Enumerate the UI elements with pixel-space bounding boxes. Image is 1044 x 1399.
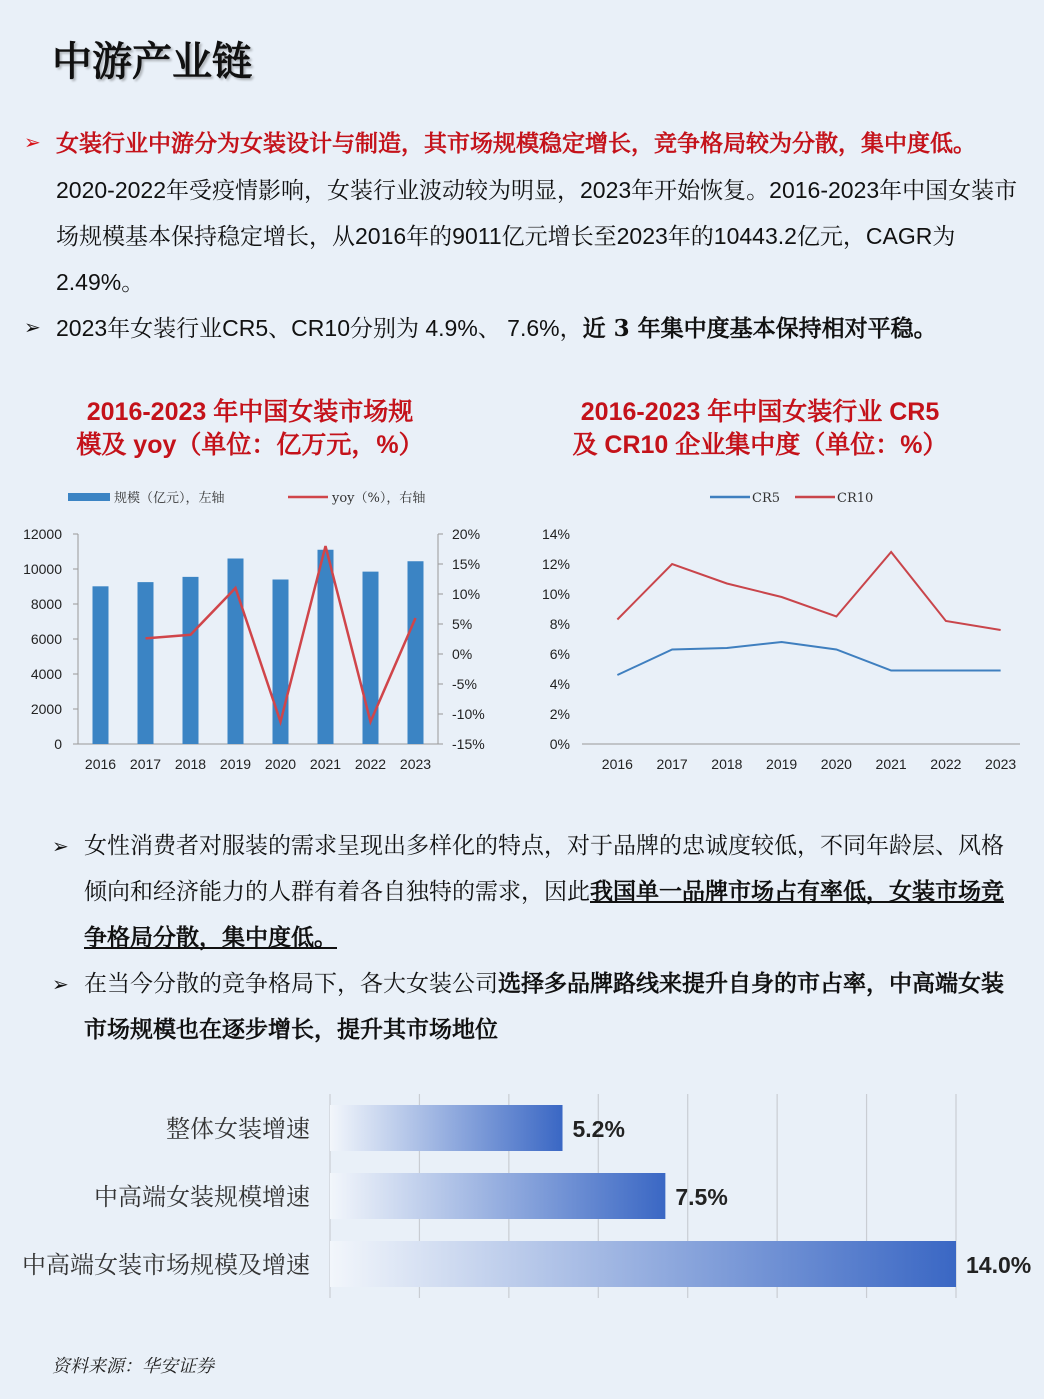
arrow-bullet-icon: ➢ <box>52 834 69 858</box>
legend-bar-label: 规模（亿元），左轴 <box>114 491 225 506</box>
legend-line-label: yoy（%），右轴 <box>332 491 426 506</box>
right-tick-label: -10% <box>452 706 485 722</box>
left-tick-label: 4000 <box>30 666 62 682</box>
right-tick-label: 10% <box>452 586 481 602</box>
y-tick-label: 0% <box>549 736 570 752</box>
bar-2017 <box>138 582 154 744</box>
hbar-category-label: 整体女装增速 <box>166 1115 310 1143</box>
bullet-bold-text: 选择多品牌路线来提升自身的市占率，中高端女装市场规模也在逐步增长，提升其市场地位 <box>84 970 1004 1043</box>
x-tick-label: 2022 <box>930 756 962 772</box>
bar-2023 <box>408 561 424 744</box>
mid-bullets <box>48 823 1008 1053</box>
left-tick-label: 6000 <box>30 631 62 647</box>
hbar-category-label: 中高端女装市场规模及增速 <box>22 1251 310 1279</box>
x-tick-label: 2016 <box>601 756 633 772</box>
legend-bar-swatch <box>68 493 110 501</box>
bullet-text: 在当今分散的竞争格局下，各大女装公司 <box>84 971 498 997</box>
bullet-text: 2020-2022年受疫情影响，女装行业波动较为明显，2023年开始恢复。2016-2023年中国女装市场规模基本保持稳定增长，从2016年的9011亿元增长至2023年的10443.2亿元，CAGR为 2.49%。 <box>56 177 1018 295</box>
x-tick-label: 2021 <box>875 756 907 772</box>
bar-2021 <box>318 550 334 744</box>
bullet-highlight: 女装行业中游分为女装设计与制造，其市场规模稳定增长，竞争格局较为分散，集中度低。 <box>56 130 976 157</box>
y-tick-label: 8% <box>549 616 570 632</box>
bullet-consumer-demand <box>48 823 1008 961</box>
line-CR10 <box>617 552 1000 630</box>
x-tick-label: 2020 <box>264 756 297 772</box>
chart1-title-line1: 2016-2023 年中国女装市场规 <box>86 398 414 426</box>
y-tick-label: 6% <box>549 646 570 662</box>
y-tick-label: 4% <box>549 676 570 692</box>
chart2-concentration <box>520 480 1040 780</box>
left-tick-label: 8000 <box>30 596 62 612</box>
x-tick-label: 2020 <box>820 756 852 772</box>
right-tick-label: 5% <box>452 616 473 632</box>
hbar-value-label: 5.2% <box>572 1116 625 1142</box>
bullet-market-size <box>20 120 1030 305</box>
arrow-bullet-icon: ➢ <box>24 132 41 154</box>
y-tick-label: 2% <box>549 706 570 722</box>
left-tick-label: 10000 <box>23 561 62 577</box>
page-title: 中游产业链 <box>52 38 252 85</box>
hbar-value-label: 7.5% <box>675 1184 728 1210</box>
x-tick-label: 2017 <box>656 756 688 772</box>
left-tick-label: 0 <box>54 736 62 752</box>
arrow-bullet-icon: ➢ <box>52 972 69 996</box>
right-tick-label: -5% <box>452 676 477 692</box>
chart2-title <box>530 396 990 462</box>
x-tick-label: 2023 <box>399 756 432 772</box>
y-tick-label: 12% <box>541 556 570 572</box>
hbar-category-label: 中高端女装规模增速 <box>94 1183 310 1211</box>
bullet-bold-text: 近 3 年集中度基本保持相对平稳。 <box>582 315 937 342</box>
right-tick-label: 15% <box>452 556 481 572</box>
x-tick-label: 2022 <box>354 756 387 772</box>
chart2-title-line1: 2016-2023 年中国女装行业 CR5 <box>580 398 940 426</box>
hbar-2 <box>330 1241 956 1287</box>
left-tick-label: 12000 <box>23 526 62 542</box>
bullet-concentration <box>20 305 1030 352</box>
chart1-market-size <box>0 480 520 780</box>
legend-CR5-label: CR5 <box>752 491 781 506</box>
right-tick-label: -15% <box>452 736 485 752</box>
hbar-0 <box>330 1105 563 1151</box>
bullet-multi-brand <box>48 961 1008 1053</box>
bullet-text: 2023年女装行业CR5、CR10分别为 4.9%、 7.6%， <box>56 315 583 341</box>
bullet-text: 女性消费者对服装的需求呈现出多样化的特点，对于品牌的忠诚度较低，不同年龄层、风格倾向和经济能力的人群有着各自独特的需求，因此 <box>84 833 1004 905</box>
source-note: 资料来源：华安证券 <box>52 1356 214 1377</box>
chart2-title-line2: 及 CR10 企业集中度（单位：%） <box>572 431 948 459</box>
chart1-title <box>40 396 460 462</box>
right-tick-label: 20% <box>452 526 481 542</box>
x-tick-label: 2019 <box>766 756 798 772</box>
x-tick-label: 2021 <box>309 756 342 772</box>
hbar-1 <box>330 1173 665 1219</box>
bullet-underline-text: 我国单一品牌市场占有率低，女装市场竞争格局分散，集中度低。 <box>84 878 1004 951</box>
bar-2016 <box>93 586 109 744</box>
line-CR5 <box>617 642 1000 675</box>
x-tick-label: 2018 <box>174 756 207 772</box>
top-bullets <box>20 120 1030 352</box>
chart3-growth-rates <box>0 1080 1044 1310</box>
left-tick-label: 2000 <box>30 701 62 717</box>
hbar-value-label: 14.0% <box>966 1252 1032 1278</box>
y-tick-label: 14% <box>541 526 570 542</box>
arrow-bullet-icon: ➢ <box>24 317 41 339</box>
x-tick-label: 2023 <box>985 756 1017 772</box>
x-tick-label: 2018 <box>711 756 743 772</box>
chart1-title-line2: 模及 yoy（单位：亿万元，%） <box>76 431 424 459</box>
right-tick-label: 0% <box>452 646 473 662</box>
bar-2018 <box>183 577 199 744</box>
x-tick-label: 2016 <box>84 756 117 772</box>
x-tick-label: 2019 <box>219 756 252 772</box>
x-tick-label: 2017 <box>129 756 162 772</box>
y-tick-label: 10% <box>541 586 570 602</box>
legend-CR10-label: CR10 <box>837 491 874 506</box>
